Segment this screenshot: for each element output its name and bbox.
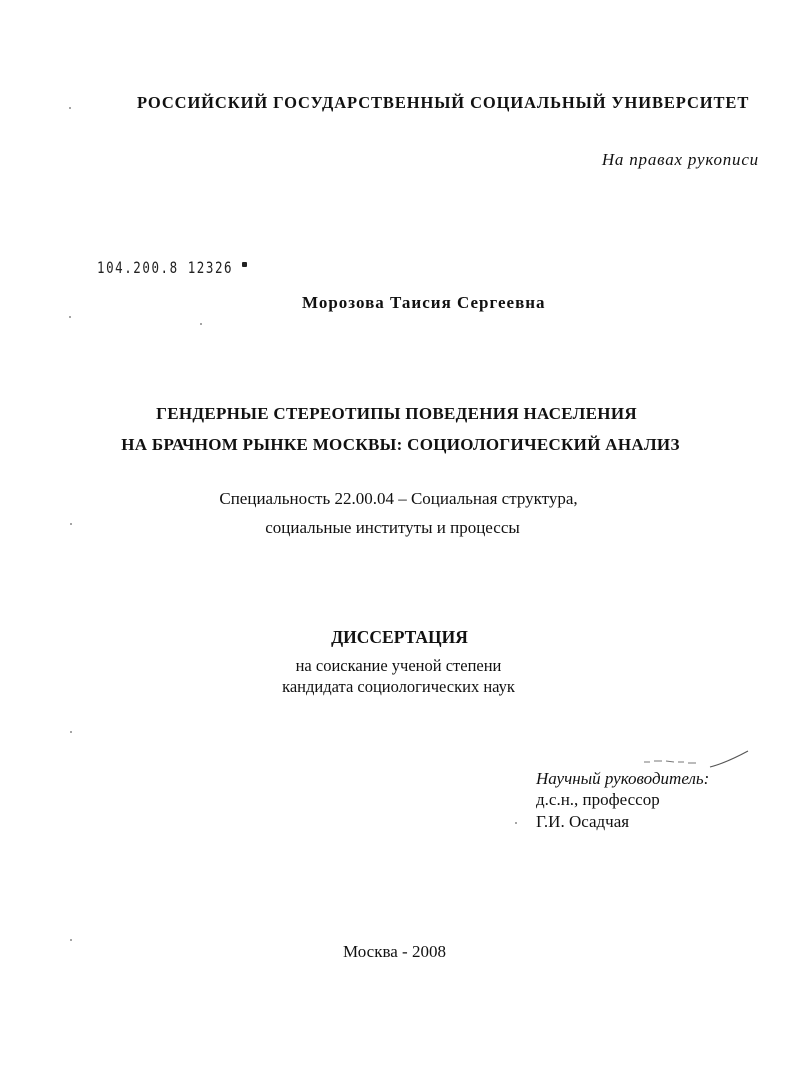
university-name: РОССИЙСКИЙ ГОСУДАРСТВЕННЫЙ СОЦИАЛЬНЫЙ УНИВЕРСИТЕТ [137, 93, 750, 112]
supervisor-label: Научный руководитель: [536, 769, 710, 788]
city-year: Москва - 2008 [343, 942, 446, 961]
supervisor-name: Г.И. Осадчая [536, 812, 630, 831]
scan-speck [200, 323, 202, 325]
author-name: Морозова Таисия Сергеевна [302, 293, 546, 312]
scan-speck [70, 939, 72, 941]
scan-speck [70, 523, 72, 525]
degree-line-1: на соискание ученой степени [295, 656, 502, 675]
signature-scribble [640, 748, 755, 770]
manuscript-note: На правах рукописи [601, 150, 759, 169]
stamp-dot-mark [242, 262, 247, 267]
specialty-line-2: социальные институты и процессы [265, 518, 520, 537]
archive-number-stamp: 104.200.8 12326 [97, 258, 234, 277]
supervisor-degree: д.с.н., профессор [536, 790, 660, 809]
scan-speck [69, 316, 71, 318]
scan-speck [70, 731, 72, 733]
specialty-line-1: Специальность 22.00.04 – Социальная структура, [219, 489, 578, 508]
dissertation-title-line-1: ГЕНДЕРНЫЕ СТЕРЕОТИПЫ ПОВЕДЕНИЯ НАСЕЛЕНИЯ [156, 404, 637, 423]
work-type-heading: ДИССЕРТАЦИЯ [331, 627, 468, 647]
scan-speck [69, 107, 71, 109]
scan-speck [515, 822, 517, 824]
degree-line-2: кандидата социологических наук [282, 677, 515, 696]
dissertation-title-line-2: НА БРАЧНОМ РЫНКЕ МОСКВЫ: СОЦИОЛОГИЧЕСКИЙ АНАЛИЗ [121, 435, 680, 454]
